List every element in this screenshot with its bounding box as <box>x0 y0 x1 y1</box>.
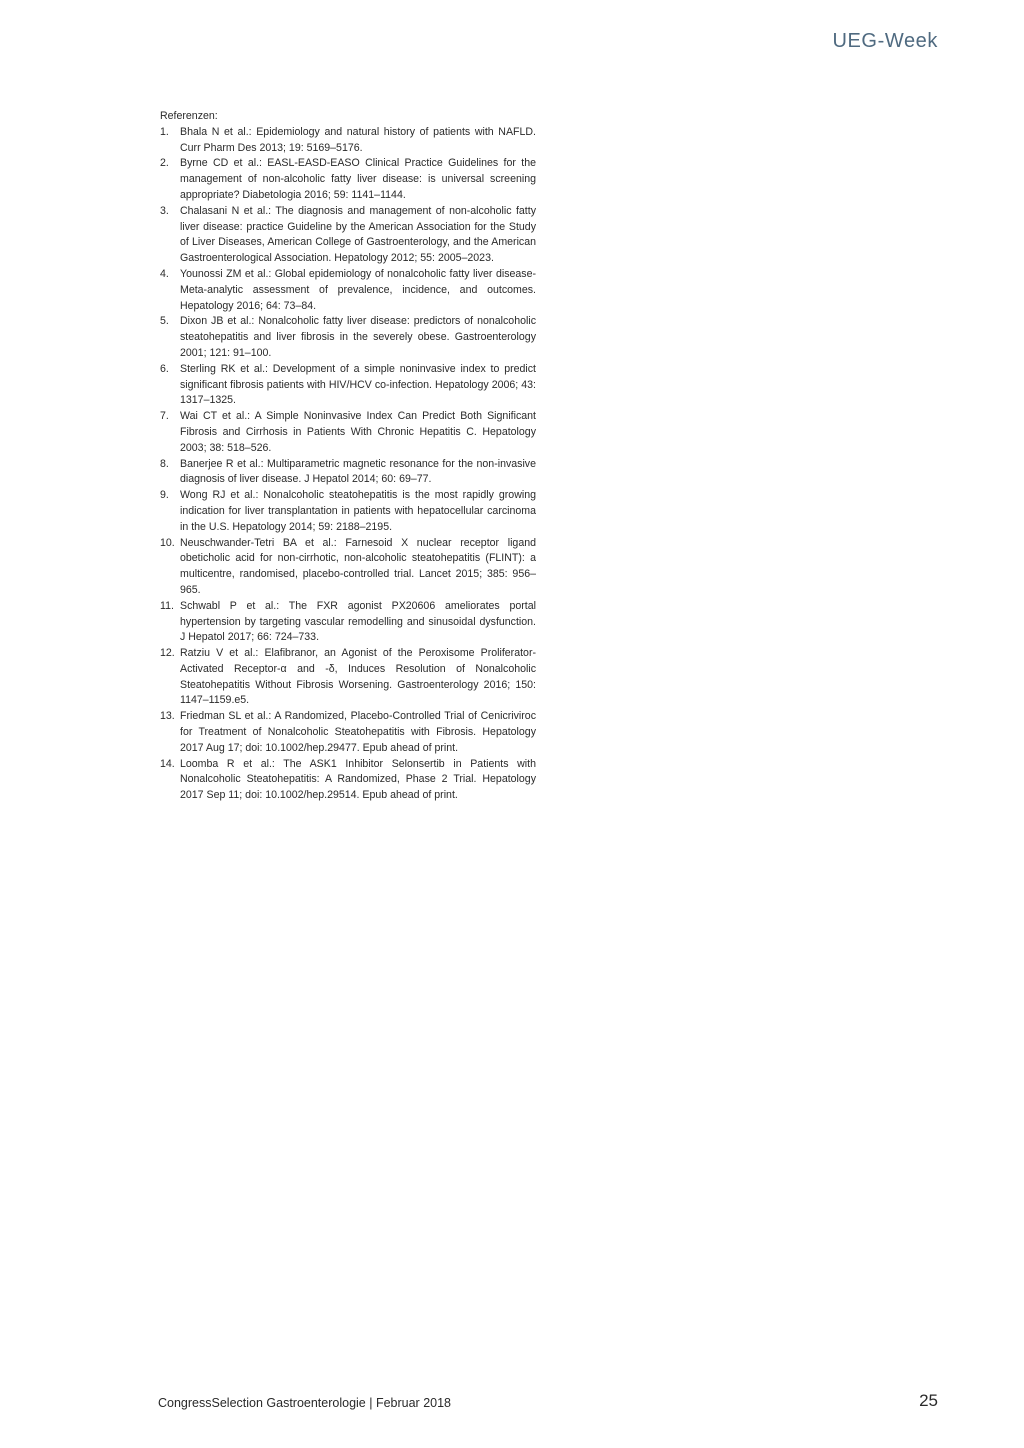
references-list <box>160 125 536 804</box>
reference-number: 1. <box>160 125 169 138</box>
reference-text: Neuschwander-Tetri BA et al.: Farnesoid X nuclear receptor ligand obeticholic acid for non-cirrhotic, non-alcoholic steatohepatitis (FLINT): a multicentre, randomised, placebo-controlled trial. Lancet 2015; 385: 956–965. <box>180 536 536 596</box>
reference-number: 2. <box>160 157 169 170</box>
reference-text: Byrne CD et al.: EASL-EASD-EASO Clinical Practice Guidelines for the management of non-alcoholic fatty liver disease: is universal screening appropriate? Diabetologia 2016; 59: 1141–1144. <box>180 157 536 201</box>
reference-item <box>160 204 536 267</box>
references-section <box>160 109 536 804</box>
reference-text: Wai CT et al.: A Simple Noninvasive Index Can Predict Both Significant Fibrosis and Cirrhosis in Patients With Chronic Hepatitis C. Hepatology 2003; 38: 518–526. <box>180 410 536 454</box>
reference-text: Friedman SL et al.: A Randomized, Placebo-Controlled Trial of Cenicriviroc for Treatment of Nonalcoholic Steatohepatitis with Fibrosis. Hepatology 2017 Aug 17; doi: 10.1002/hep.29477. Epub ahead of print. <box>180 710 536 754</box>
reference-number: 12. <box>160 647 175 660</box>
reference-number: 3. <box>160 204 169 217</box>
reference-number: 9. <box>160 489 169 502</box>
reference-item <box>160 488 536 535</box>
reference-number: 5. <box>160 315 169 328</box>
reference-item <box>160 409 536 456</box>
reference-number: 7. <box>160 410 169 423</box>
reference-text: Dixon JB et al.: Nonalcoholic fatty liver disease: predictors of nonalcoholic steatohepatitis and liver fibrosis in the severely obese. Gastroenterology 2001; 121: 91–100. <box>180 315 536 359</box>
reference-number: 6. <box>160 362 169 375</box>
section-header: UEG-Week <box>832 30 938 52</box>
reference-text: Ratziu V et al.: Elafibranor, an Agonist of the Peroxisome Proliferator-Activated Receptor-α and -δ, Induces Resolution of Nonalcoholic Steatohepatitis Without Fibrosis Worsening. Gastroenterology 2016; 150: 1147–1159.e5. <box>180 647 536 707</box>
page-number: 25 <box>919 1391 938 1410</box>
reference-text: Banerjee R et al.: Multiparametric magnetic resonance for the non-invasive diagnosis of liver disease. J Hepatol 2014; 60: 69–77. <box>180 457 536 486</box>
reference-number: 10. <box>160 536 175 549</box>
reference-item <box>160 267 536 314</box>
reference-text: Chalasani N et al.: The diagnosis and management of non-alcoholic fatty liver disease: practice Guideline by the American Association for the Study of Liver Diseases, American College of Gastroenterology, and the American Gastroenterological Association. Hepatology 2012; 55: 2005–2023. <box>180 204 536 265</box>
reference-text: Sterling RK et al.: Development of a simple noninvasive index to predict significant fibrosis patients with HIV/HCV co-infection. Hepatology 2006; 43: 1317–1325. <box>180 362 536 407</box>
reference-item <box>160 536 536 599</box>
reference-item <box>160 156 536 203</box>
reference-number: 4. <box>160 267 169 280</box>
footer-journal-title: CongressSelection Gastroenterologie | Februar 2018 <box>158 1396 451 1410</box>
reference-number: 11. <box>160 599 174 612</box>
reference-text: Wong RJ et al.: Nonalcoholic steatohepatitis is the most rapidly growing indication for liver transplantation in patients with hepatocellular carcinoma in the U.S. Hepatology 2014; 59: 2188–2195. <box>180 489 536 533</box>
reference-text: Schwabl P et al.: The FXR agonist PX20606 ameliorates portal hypertension by targeting vascular remodelling and sinusoidal dysfunction. J Hepatol 2017; 66: 724–733. <box>180 599 536 644</box>
reference-text: Loomba R et al.: The ASK1 Inhibitor Selonsertib in Patients with Nonalcoholic Steatohepatitis: A Randomized, Phase 2 Trial. Hepatology 2017 Sep 11; doi: 10.1002/hep.29514. Epub ahead of print. <box>180 757 536 802</box>
reference-text: Younossi ZM et al.: Global epidemiology of nonalcoholic fatty liver disease-Meta-analytic assessment of prevalence, incidence, and outcomes. Hepatology 2016; 64: 73–84. <box>180 267 536 312</box>
reference-text: Bhala N et al.: Epidemiology and natural history of patients with NAFLD. Curr Pharm Des 2013; 19: 5169–5176. <box>180 125 536 154</box>
reference-item <box>160 757 536 804</box>
reference-item <box>160 314 536 361</box>
reference-item <box>160 457 536 489</box>
reference-number: 8. <box>160 457 169 470</box>
reference-item <box>160 362 536 409</box>
reference-item <box>160 646 536 709</box>
reference-number: 13. <box>160 710 175 723</box>
reference-number: 14. <box>160 757 175 770</box>
reference-item <box>160 709 536 756</box>
reference-item <box>160 599 536 646</box>
reference-item <box>160 125 536 157</box>
references-heading: Referenzen: <box>160 110 218 122</box>
